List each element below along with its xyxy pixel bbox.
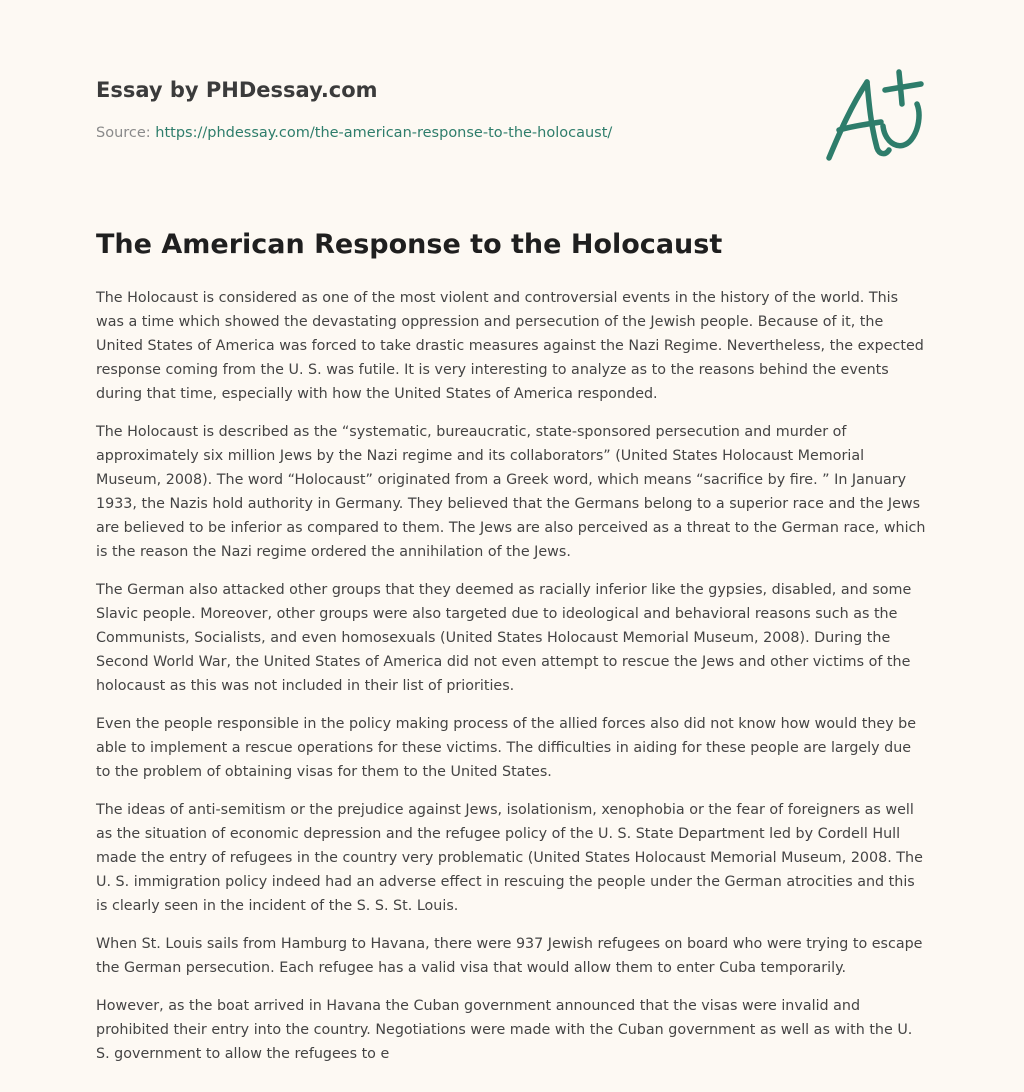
source-label: Source:	[96, 125, 156, 141]
essay-paragraph: Even the people responsible in the policy making process of the allied forces also did not know how would they be able to implement a rescue operations for these victims. The difficulties in aiding for these people are largely due to the problem of obtaining visas for them to the United States.	[96, 716, 917, 780]
essay-paragraph: The Holocaust is considered as one of the most violent and controversial events in the history of the world. This was a time which showed the devastating oppression and persecution of the Jewish people. Because of it, the United States of America was forced to take drastic measures against the Nazi Regime. Nevertheless, the expected response coming from the U. S. was futile. It is very interesting to analyze as to the reasons behind the events during that time, especially with how the United States of America responded.	[96, 290, 924, 402]
essay-paragraph: The German also attacked other groups that they deemed as racially inferior like the gypsies, disabled, and some Slavic people. Moreover, other groups were also targeted due to ideological and behavioral reasons such as the Communists, Socialists, and even homosexuals (United States Holocaust Memorial Museum, 2008). During the Second World War, the United States of America did not even attempt to rescue the Jews and other victims of the holocaust as this was not included in their list of priorities.	[96, 582, 912, 694]
essay-paragraph: The ideas of anti-semitism or the prejudice against Jews, isolationism, xenophobia or the fear of foreigners as well as the situation of economic depression and the refugee policy of the U. S. State Department led by Cordell Hull made the entry of refugees in the country very problematic (United States Holocaust Memorial Museum, 2008. The U. S. immigration policy indeed had an adverse effect in rescuing the people under the German atrocities and this is clearly seen in the incident of the S. S. St. Louis.	[96, 802, 923, 914]
essay-title: The American Response to the Holocaust	[96, 229, 723, 260]
essay-body	[96, 286, 928, 1080]
a-plus-grade-icon	[823, 68, 927, 164]
essay-page	[96, 0, 928, 1092]
brand-title: Essay by PHDessay.com	[96, 78, 378, 102]
page-header	[96, 0, 928, 200]
essay-paragraph: When St. Louis sails from Hamburg to Havana, there were 937 Jewish refugees on board who were trying to escape the German persecution. Each refugee has a valid visa that would allow them to enter Cuba temporarily.	[96, 936, 923, 976]
source-link[interactable]: https://phdessay.com/the-american-response-to-the-holocaust/	[155, 125, 613, 141]
essay-paragraph: The Holocaust is described as the “systematic, bureaucratic, state-sponsored persecution and murder of approximately six million Jews by the Nazi regime and its collaborators” (United States Holocaust Memorial Museum, 2008). The word “Holocaust” originated from a Greek word, which means “sacrifice by fire. ” In January 1933, the Nazis hold authority in Germany. They believed that the Germans belong to a superior race and the Jews are believed to be inferior as compared to them. The Jews are also perceived as a threat to the German race, which is the reason the Nazi regime ordered the annihilation of the Jews.	[96, 424, 926, 560]
source-line	[96, 123, 612, 143]
essay-paragraph: However, as the boat arrived in Havana the Cuban government announced that the visas were invalid and prohibited their entry into the country. Negotiations were made with the Cuban government as well as with the U. S. government to allow the refugees to e	[96, 998, 913, 1062]
